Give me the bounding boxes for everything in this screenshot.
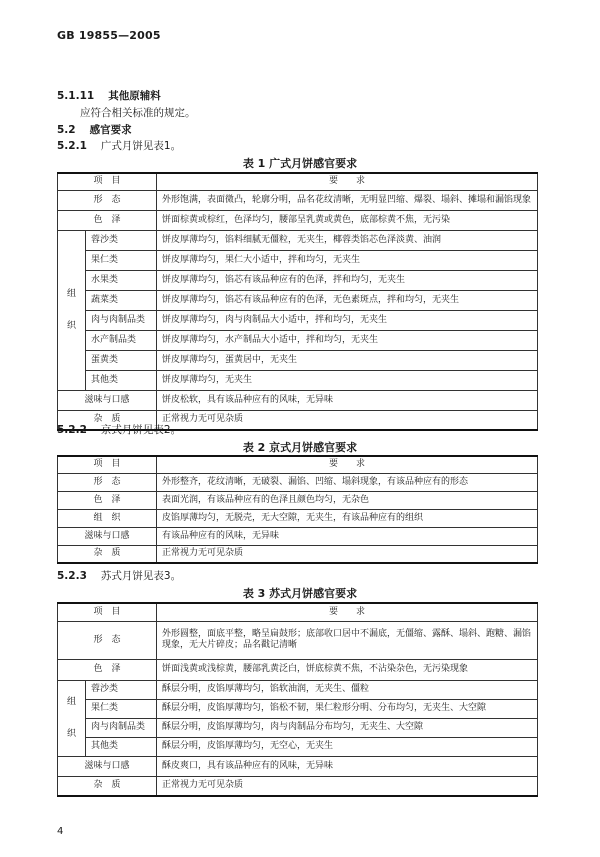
row-item: 组 织 bbox=[58, 509, 157, 527]
header-item: 项 目 bbox=[58, 173, 157, 190]
row-item: 滋味与口感 bbox=[58, 527, 157, 545]
table-row bbox=[58, 370, 538, 390]
row-item: 肉与肉制品类 bbox=[86, 310, 157, 330]
row-requirement: 外形饱满，表面微凸，轮廓分明，品名花纹清晰，无明显凹缩、爆裂、塌斜、摊塌和漏馅现象 bbox=[157, 190, 538, 210]
row-item: 蔬菜类 bbox=[86, 290, 157, 310]
group-label: 组 织 bbox=[58, 680, 86, 756]
section-number: 5.2 bbox=[57, 124, 76, 136]
section-text: 京式月饼见表2。 bbox=[100, 424, 182, 436]
row-requirement: 酥层分明，皮馅厚薄均匀，肉与肉制品分布均匀，无夹生、大空隙 bbox=[157, 718, 538, 737]
page-number: 4 bbox=[57, 826, 64, 837]
section-5-1-11 bbox=[57, 88, 161, 103]
row-item: 肉与肉制品类 bbox=[86, 718, 157, 737]
header-requirement: 要 求 bbox=[157, 173, 538, 190]
row-item: 形 态 bbox=[58, 473, 157, 491]
row-requirement: 饼面浅黄或浅棕黄，腰部乳黄泛白，饼底棕黄不焦，不沾染杂色，无污染现象 bbox=[157, 659, 538, 680]
row-requirement: 饼皮厚薄均匀，馅芯有该品种应有的色泽，拌和均匀，无夹生 bbox=[157, 270, 538, 290]
table-row bbox=[58, 310, 538, 330]
row-requirement: 酥层分明，皮馅厚薄均匀，馅松不韧，果仁粒形分明、分布均匀，无夹生、大空隙 bbox=[157, 699, 538, 718]
table-row bbox=[58, 527, 538, 545]
row-requirement: 外形整齐，花纹清晰，无破裂、漏馅、凹缩、塌斜现象，有该品种应有的形态 bbox=[157, 473, 538, 491]
row-item: 水果类 bbox=[86, 270, 157, 290]
row-item: 其他类 bbox=[86, 370, 157, 390]
row-item: 杂 质 bbox=[58, 410, 157, 430]
row-item: 杂 质 bbox=[58, 545, 157, 563]
table-row bbox=[58, 659, 538, 680]
row-requirement: 饼皮松软，具有该品种应有的风味，无异味 bbox=[157, 390, 538, 410]
table-row bbox=[58, 545, 538, 563]
table1-caption: 表 1 广式月饼感官要求 bbox=[242, 157, 358, 170]
group-label: 组 织 bbox=[58, 230, 86, 390]
row-item: 蓉沙类 bbox=[86, 230, 157, 250]
section-text: 应符合相关标准的规定。 bbox=[80, 107, 196, 119]
table-row bbox=[58, 390, 538, 410]
row-item: 色 泽 bbox=[58, 210, 157, 230]
row-requirement: 正常视力无可见杂质 bbox=[157, 545, 538, 563]
row-requirement: 表面光润，有该品种应有的色泽且颜色均匀，无杂色 bbox=[157, 491, 538, 509]
table-row bbox=[58, 230, 538, 250]
row-item: 滋味与口感 bbox=[58, 756, 157, 776]
row-item: 果仁类 bbox=[86, 250, 157, 270]
row-item: 形 态 bbox=[58, 621, 157, 659]
row-requirement: 正常视力无可见杂质 bbox=[157, 410, 538, 430]
table-row bbox=[58, 756, 538, 776]
table3-caption: 表 3 苏式月饼感官要求 bbox=[242, 587, 358, 600]
section-5-2-3 bbox=[57, 568, 181, 583]
row-requirement: 饼皮厚薄均匀，馅料细腻无僵粒，无夹生，椰蓉类馅芯色泽淡黄、油润 bbox=[157, 230, 538, 250]
section-title: 感官要求 bbox=[89, 124, 132, 136]
section-number: 5.2.2 bbox=[57, 424, 87, 436]
table-header-row bbox=[58, 603, 538, 621]
row-requirement: 饼皮厚薄均匀，果仁大小适中，拌和均匀，无夹生 bbox=[157, 250, 538, 270]
table3 bbox=[57, 602, 538, 797]
row-requirement: 饼皮厚薄均匀，水产制品大小适中，拌和均匀，无夹生 bbox=[157, 330, 538, 350]
section-number: 5.1.11 bbox=[57, 90, 95, 102]
row-requirement: 皮馅厚薄均匀，无脱壳，无大空隙，无夹生，有该品种应有的组织 bbox=[157, 509, 538, 527]
row-requirement: 饼皮厚薄均匀，肉与肉制品大小适中，拌和均匀，无夹生 bbox=[157, 310, 538, 330]
table-row bbox=[58, 290, 538, 310]
section-5-2-1 bbox=[57, 138, 181, 153]
table-row bbox=[58, 509, 538, 527]
section-number: 5.2.1 bbox=[57, 140, 87, 152]
table-row bbox=[58, 737, 538, 756]
table-row bbox=[58, 350, 538, 370]
table-row bbox=[58, 270, 538, 290]
row-requirement: 正常视力无可见杂质 bbox=[157, 776, 538, 796]
header-item: 项 目 bbox=[58, 603, 157, 621]
row-requirement: 饼皮厚薄均匀，蛋黄居中，无夹生 bbox=[157, 350, 538, 370]
table2 bbox=[57, 455, 538, 564]
header-item: 项 目 bbox=[58, 456, 157, 473]
row-requirement: 饼皮厚薄均匀，馅芯有该品种应有的色泽，无色素斑点，拌和均匀，无夹生 bbox=[157, 290, 538, 310]
row-requirement: 饼皮厚薄均匀，无夹生 bbox=[157, 370, 538, 390]
table-header-row bbox=[58, 456, 538, 473]
standard-header: GB 19855—2005 bbox=[57, 29, 161, 42]
table-header-row bbox=[58, 173, 538, 190]
table-row bbox=[58, 776, 538, 796]
row-requirement: 酥皮爽口，具有该品种应有的风味，无异味 bbox=[157, 756, 538, 776]
section-title: 其他原辅料 bbox=[108, 90, 161, 102]
table-row bbox=[58, 491, 538, 509]
section-text: 广式月饼见表1。 bbox=[100, 140, 182, 152]
row-item: 蛋黄类 bbox=[86, 350, 157, 370]
table-row bbox=[58, 699, 538, 718]
row-requirement: 有该品种应有的风味，无异味 bbox=[157, 527, 538, 545]
row-item: 果仁类 bbox=[86, 699, 157, 718]
table1 bbox=[57, 172, 538, 431]
row-item: 蓉沙类 bbox=[86, 680, 157, 699]
section-5-2 bbox=[57, 122, 132, 137]
table-row bbox=[58, 680, 538, 699]
table-row bbox=[58, 250, 538, 270]
table-row bbox=[58, 621, 538, 659]
row-item: 滋味与口感 bbox=[58, 390, 157, 410]
row-item: 水产制品类 bbox=[86, 330, 157, 350]
row-item: 形 态 bbox=[58, 190, 157, 210]
table-row bbox=[58, 190, 538, 210]
header-requirement: 要 求 bbox=[157, 603, 538, 621]
row-item: 其他类 bbox=[86, 737, 157, 756]
header-requirement: 要 求 bbox=[157, 456, 538, 473]
row-requirement: 外形圆整，面底平整，略呈扁鼓形；底部收口居中不漏底，无僵缩、露酥、塌斜、跑糖、漏馅现象，无大片碎皮；品名戳记清晰 bbox=[157, 621, 538, 659]
table-row bbox=[58, 473, 538, 491]
table-row bbox=[58, 210, 538, 230]
section-5-2-2 bbox=[57, 422, 181, 437]
row-requirement: 饼面棕黄或棕红，色泽均匀，腰部呈乳黄或黄色，底部棕黄不焦，无污染 bbox=[157, 210, 538, 230]
table-row bbox=[58, 330, 538, 350]
section-text: 苏式月饼见表3。 bbox=[100, 570, 182, 582]
section-number: 5.2.3 bbox=[57, 570, 87, 582]
row-item: 色 泽 bbox=[58, 491, 157, 509]
table2-caption: 表 2 京式月饼感官要求 bbox=[242, 441, 358, 454]
row-item: 杂 质 bbox=[58, 776, 157, 796]
row-item: 色 泽 bbox=[58, 659, 157, 680]
table-row bbox=[58, 718, 538, 737]
row-requirement: 酥层分明，皮馅厚薄均匀，无空心，无夹生 bbox=[157, 737, 538, 756]
row-requirement: 酥层分明，皮馅厚薄均匀，馅软油润，无夹生、僵粒 bbox=[157, 680, 538, 699]
